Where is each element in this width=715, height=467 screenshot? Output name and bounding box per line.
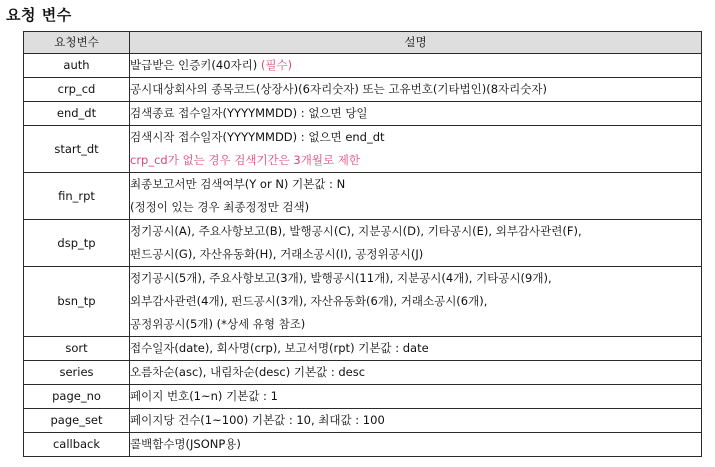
table-row [24,220,702,267]
param-description-cell [130,385,702,409]
param-name-cell: callback [24,433,130,457]
param-name-cell: end_dt [24,102,130,126]
param-description-cell [130,433,702,457]
description-text: 펀드공시(G), 자산유동화(H), 거래소공시(I), 공정위공시(J) [130,247,424,261]
table-row [24,433,702,457]
table-body [24,54,702,457]
param-name-cell: sort [24,337,130,361]
description-text: 페이지당 건수(1~100) 기본값 : 10, 최대값 : 100 [130,413,385,427]
table-row [24,126,702,173]
description-line [130,149,701,172]
description-text: 공시대상회사의 종목코드(상장사)(6자리숫자) 또는 고유번호(기타법인)(8자리숫자) [130,82,547,96]
description-line [130,361,701,384]
param-description-cell [130,54,702,78]
description-text: 외부감사관련(4개), 펀드공시(3개), 자산유동화(6개), 거래소공시(6개), [130,294,488,308]
description-text: (정정이 있는 경우 최종정정만 검색) [130,200,310,214]
description-line [130,337,701,360]
description-line [130,78,701,101]
table-row [24,385,702,409]
description-line [130,290,701,313]
param-description-cell [130,409,702,433]
section-title: 요청 변수 [6,6,72,24]
description-line [130,196,701,219]
param-name-cell: start_dt [24,126,130,173]
description-line [130,409,701,432]
description-line [130,126,701,149]
description-text: 오름차순(asc), 내림차순(desc) 기본값 : desc [130,365,366,379]
param-description-cell [130,102,702,126]
param-description-cell [130,220,702,267]
description-text: 최종보고서만 검색여부(Y or N) 기본값 : N [130,177,346,191]
table-row [24,54,702,78]
param-name-cell: bsn_tp [24,267,130,337]
description-line [130,313,701,336]
header-param-name: 요청변수 [24,32,130,54]
table-row [24,173,702,220]
table-row [24,409,702,433]
param-description-cell [130,267,702,337]
param-description-cell [130,173,702,220]
description-text: 정기공시(A), 주요사항보고(B), 발행공시(C), 지분공시(D), 기타공시(E), 외부감사관련(F), [130,224,582,238]
description-text: 정기공시(5개), 주요사항보고(3개), 발행공시(11개), 지분공시(4개), 기타공시(9개), [130,271,552,285]
description-line [130,267,701,290]
description-line [130,243,701,266]
description-line [130,54,701,77]
description-text: 검색종료 접수일자(YYYYMMDD) : 없으면 당일 [130,106,368,120]
description-line [130,173,701,196]
param-name-cell: page_set [24,409,130,433]
param-description-cell [130,126,702,173]
param-name-cell: dsp_tp [24,220,130,267]
table-row [24,361,702,385]
description-line [130,102,701,125]
description-line [130,220,701,243]
request-params-table [23,31,702,457]
table-header-row [24,32,702,54]
table-row [24,267,702,337]
param-name-cell: fin_rpt [24,173,130,220]
description-text: 접수일자(date), 회사명(crp), 보고서명(rpt) 기본값 : date [130,341,429,355]
description-text: 페이지 번호(1~n) 기본값 : 1 [130,389,278,403]
param-description-cell [130,361,702,385]
description-line [130,385,701,408]
table-row [24,102,702,126]
description-text: 검색시작 접수일자(YYYYMMDD) : 없으면 end_dt [130,130,385,144]
param-description-cell [130,78,702,102]
header-description: 설명 [130,32,702,54]
description-text: 콜백함수명(JSONP용) [130,437,241,451]
param-name-cell: series [24,361,130,385]
param-description-cell [130,337,702,361]
description-line [130,433,701,456]
description-text: crp_cd가 없는 경우 검색기간은 3개월로 제한 [130,153,360,167]
param-name-cell: crp_cd [24,78,130,102]
required-marker: (필수) [260,58,293,72]
param-name-cell: page_no [24,385,130,409]
table-row [24,337,702,361]
table-row [24,78,702,102]
description-text: 공정위공시(5개) (*상세 유형 참조) [130,317,306,331]
description-text: 발급받은 인증키(40자리) [130,58,261,72]
param-name-cell: auth [24,54,130,78]
